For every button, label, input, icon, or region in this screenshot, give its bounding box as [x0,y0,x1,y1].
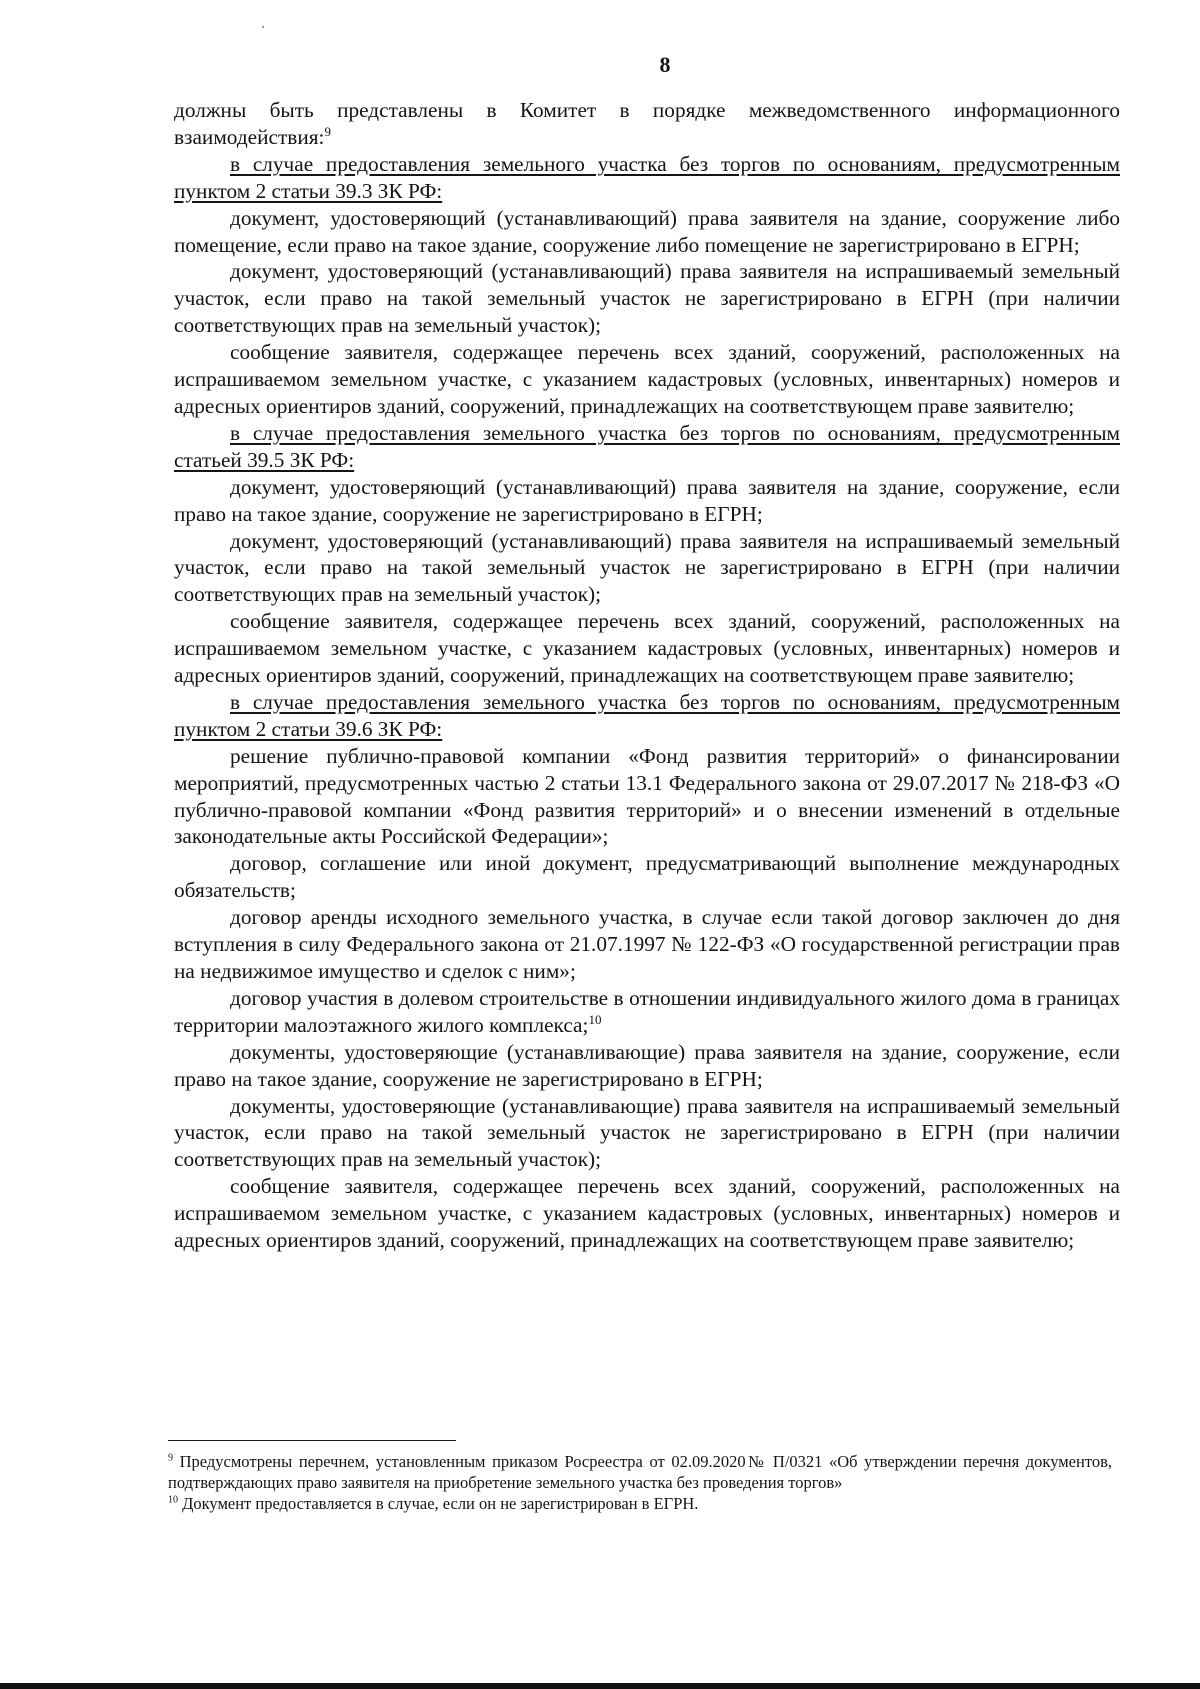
paragraph-land-rights-document: документ, удостоверяющий (устанавливающий) права заявителя на испрашиваемый земельный участок, если право на такой земельный участок не зарегистрировано в ЕГРН (при наличии соответствующих прав на земельный участок); [174,259,1120,338]
paragraph-buildings-list-message: сообщение заявителя, содержащее перечень всех зданий, сооружений, расположенных на испрашиваемом земельном участке, с указанием кадастровых (условных, инвентарных) номеров и адресных ориентиров зданий, сооружений, принадлежащих на соответствующем праве заявителю; [174,1174,1120,1253]
paragraph-shared-construction: договор участия в долевом строительстве в отношении индивидуального жилого дома в границах территории малоэтажного жилого комплекса;$^{10}$ [174,985,1120,1037]
footnote-mark: 9 [168,1452,173,1464]
paragraph-international-agreement: договор, соглашение или иной документ, предусматривающий выполнение международных обязательств; [174,851,1120,903]
footnote-mark: 10 [168,1494,178,1506]
paragraph-land-rights-document: документ, удостоверяющий (устанавливающий) права заявителя на испрашиваемый земельный участок, если право на такой земельный участок не зарегистрировано в ЕГРН (при наличии соответствующих прав на земельный участок); [174,528,1120,607]
footnote-separator [168,1440,456,1441]
paragraph-building-rights-document: документ, удостоверяющий (устанавливающий) права заявителя на здание, сооружение либо помещение, если право на такое здание, сооружение либо помещение не зарегистрировано в ЕГРН; [174,205,1120,257]
page-number: 8 [659,52,671,77]
document-body [174,97,1120,1254]
footnotes [168,1451,1112,1514]
paragraph-buildings-list-message: сообщение заявителя, содержащее перечень всех зданий, сооружений, расположенных на испрашиваемом земельном участке, с указанием кадастровых (условных, инвентарных) номеров и адресных ориентиров зданий, сооружений, принадлежащих на соответствующем праве заявителю; [174,609,1120,688]
footnote-ref-9[interactable]: 9 [324,123,331,139]
subsection-heading-39-5: в случае предоставления земельного участка без торгов по основаниям, предусмотренным статьей 39.5 ЗК РФ: [174,420,1120,472]
scan-speck [262,26,264,28]
subsection-heading-39-3: в случае предоставления земельного участка без торгов по основаниям, предусмотренным пунктом 2 статьи 39.3 ЗК РФ: [174,151,1120,203]
paragraph-fund-decision: решение публично-правовой компании «Фонд развития территорий» о финансировании мероприятий, предусмотренных частью 2 статьи 13.1 Федерального закона от 29.07.2017 № 218-ФЗ «О публично-правовой компании «Фонд развития территорий» и о внесении изменений в отдельные законодательные акты Российской Федерации»; [174,743,1120,849]
footnote-9: $^9$ Предусмотрены перечнем, установленным приказом Росреестра от 02.09.2020№ П/0321 «Об утверждении перечня документов, подтверждающих право заявителя на приобретение земельного участка без проведения торгов» [168,1452,1112,1492]
subsection-heading-39-6: в случае предоставления земельного участка без торгов по основаниям, предусмотренным пунктом 2 статьи 39.6 ЗК РФ: [174,689,1120,741]
paragraph-lease-agreement: договор аренды исходного земельного участка, в случае если такой договор заключен до дня вступления в силу Федерального закона от 21.07.1997 № 122-ФЗ «О государственной регистрации прав на недвижимое имущество и сделок с ним»; [174,905,1120,983]
intro-paragraph: должны быть представлены в Комитет в порядке межведомственного информационного взаимодействия:$^9$ [174,98,1120,149]
paragraph-buildings-list-message: сообщение заявителя, содержащее перечень всех зданий, сооружений, расположенных на испрашиваемом земельном участке, с указанием кадастровых (условных, инвентарных) номеров и адресных ориентиров зданий, сооружений, принадлежащих на соответствующем праве заявителю; [174,340,1120,418]
paragraph-building-rights-document: документ, удостоверяющий (устанавливающий) права заявителя на здание, сооружение, если право на такое здание, сооружение не зарегистрировано в ЕГРН; [174,474,1120,526]
paragraph-land-rights-documents: документы, удостоверяющие (устанавливающие) права заявителя на испрашиваемый земельный участок, если право на такой земельный участок не зарегистрировано в ЕГРН (при наличии соответствующих прав на земельный участок); [174,1093,1120,1172]
footnote-ref-10[interactable]: 10 [588,1011,602,1027]
paragraph-building-rights-documents: документы, удостоверяющие (устанавливающие) права заявителя на здание, сооружение, если право на такое здание, сооружение не зарегистрировано в ЕГРН; [174,1039,1120,1091]
scan-bottom-edge [0,1683,1200,1689]
footnote-10: $^{10}$ Документ предоставляется в случае, если он не зарегистрирован в ЕГРН. [168,1494,699,1513]
